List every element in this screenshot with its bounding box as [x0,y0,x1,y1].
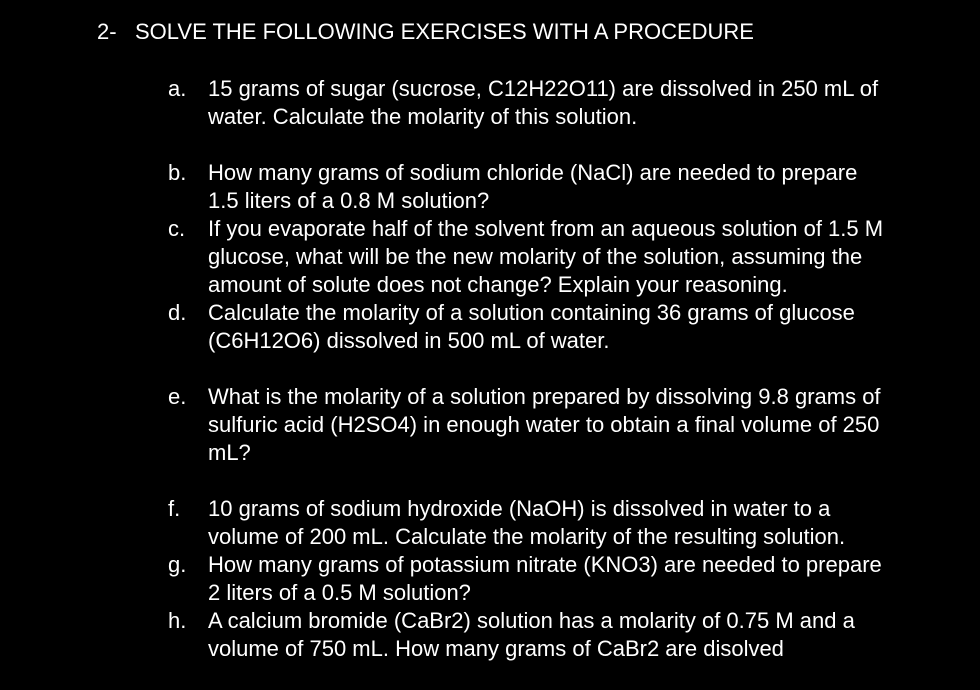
exercise-item-c [168,215,968,299]
exercise-item-g [168,551,968,607]
exercise-line: water. Calculate the molarity of this solution. [208,104,638,129]
exercise-line: sulfuric acid (H2SO4) in enough water to obtain a final volume of 250 [208,412,880,437]
exercise-text [208,607,968,663]
exercise-line: If you evaporate half of the solvent from an aqueous solution of 1.5 M [208,216,884,241]
exercise-item-a [168,75,968,131]
exercise-line: volume of 200 mL. Calculate the molarity of the resulting solution. [208,524,846,549]
section-number: 2- [97,19,117,44]
exercise-text [208,299,968,355]
exercise-line: Calculate the molarity of a solution containing 36 grams of glucose [208,300,855,325]
exercise-line: How many grams of potassium nitrate (KNO3) are needed to prepare [208,552,882,577]
exercise-item-d [168,299,968,355]
exercise-item-b [168,159,968,215]
exercise-item-f [168,495,968,551]
exercise-marker: a. [168,76,187,101]
exercise-marker: d. [168,300,187,325]
exercise-marker: b. [168,160,187,185]
exercise-text [208,75,968,131]
exercise-line: How many grams of sodium chloride (NaCl) are needed to prepare [208,160,858,185]
exercise-line: amount of solute does not change? Explain your reasoning. [208,272,788,297]
exercise-line: A calcium bromide (CaBr2) solution has a molarity of 0.75 M and a [208,608,855,633]
exercise-text [208,215,968,299]
exercise-line: 15 grams of sugar (sucrose, C12H22O11) are dissolved in 250 mL of [208,76,879,101]
exercise-line: mL? [208,440,251,465]
exercise-line: 2 liters of a 0.5 M solution? [208,580,471,605]
exercise-marker: g. [168,552,187,577]
exercise-marker: h. [168,608,187,633]
exercise-line: volume of 750 mL. How many grams of CaBr2 are disolved [208,636,784,661]
exercise-marker: e. [168,384,187,409]
exercise-line: glucose, what will be the new molarity of the solution, assuming the [208,244,863,269]
exercise-text [208,159,968,215]
exercise-text [208,495,968,551]
exercise-marker: f. [168,496,181,521]
exercise-item-h [168,607,968,663]
exercise-line: (C6H12O6) dissolved in 500 mL of water. [208,328,610,353]
exercise-line: What is the molarity of a solution prepared by dissolving 9.8 grams of [208,384,881,409]
exercise-item-e [168,383,968,467]
exercise-line: 10 grams of sodium hydroxide (NaOH) is dissolved in water to a [208,496,831,521]
exercise-text [208,383,968,467]
exercise-marker: c. [168,216,186,241]
section-heading [97,18,754,46]
exercise-text [208,551,968,607]
exercise-line: 1.5 liters of a 0.8 M solution? [208,188,490,213]
section-title: SOLVE THE FOLLOWING EXERCISES WITH A PROCEDURE [135,19,754,44]
